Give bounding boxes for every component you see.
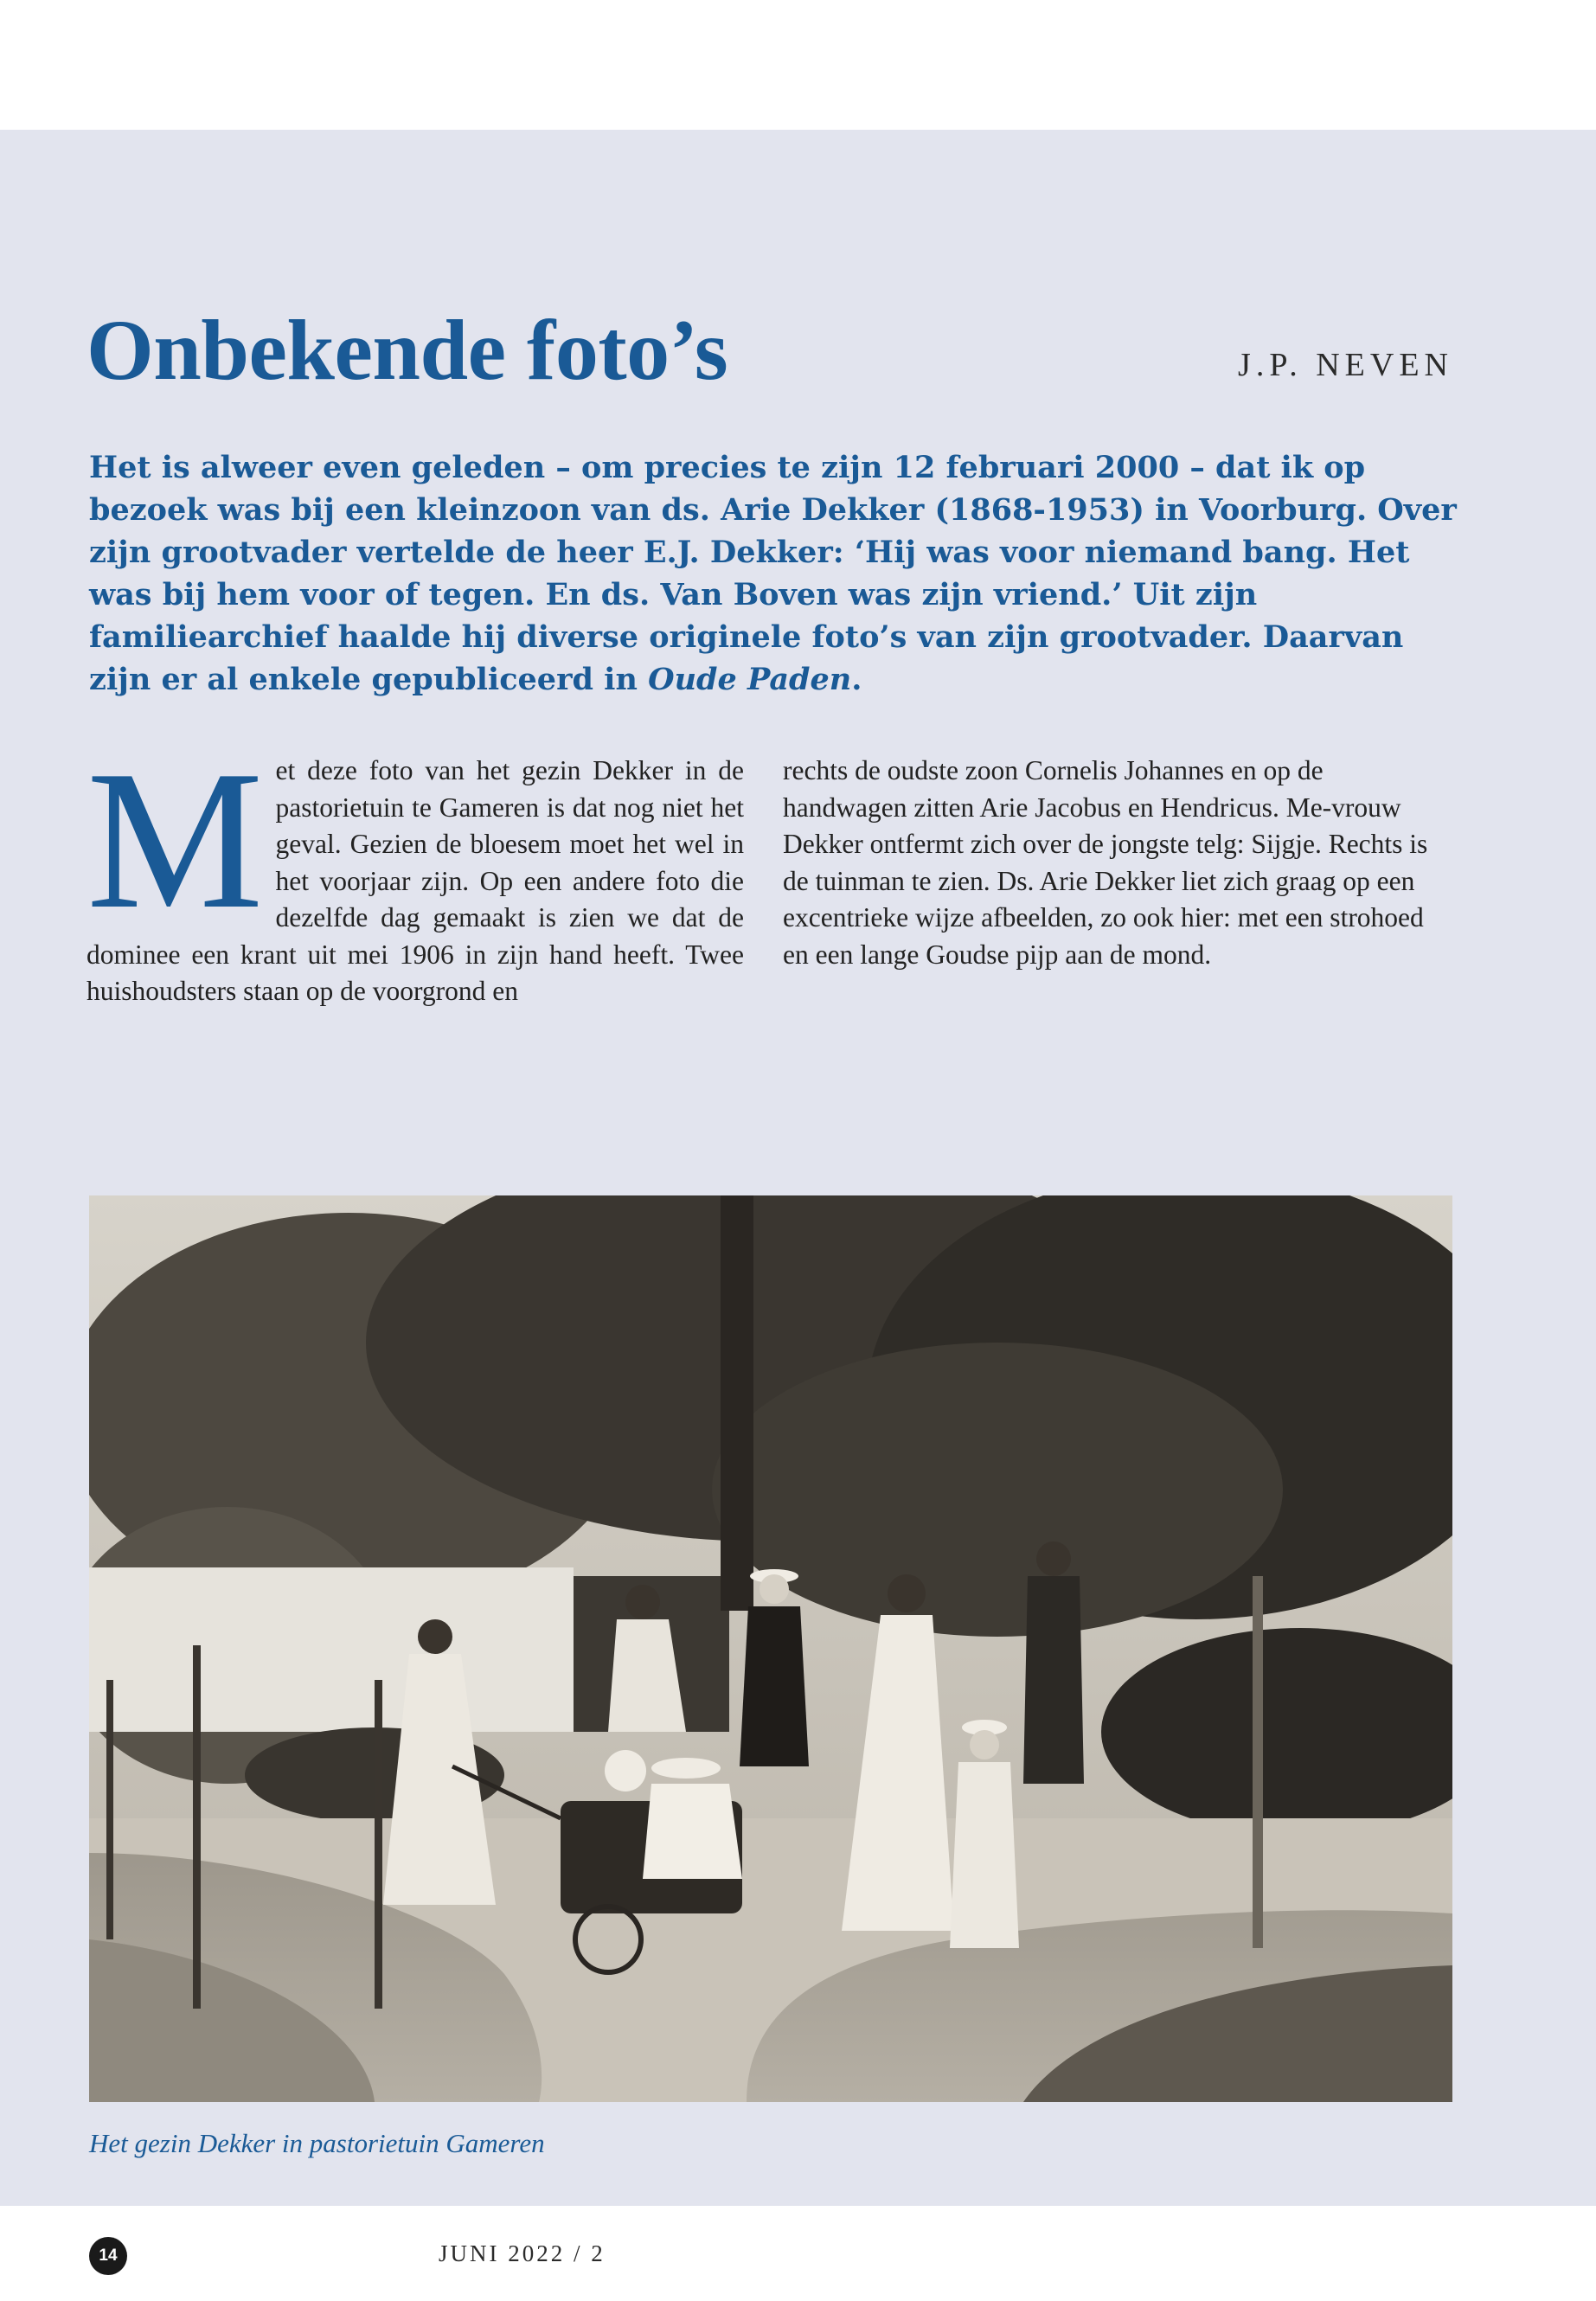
article-intro	[89, 446, 1473, 701]
page-number-badge: 14	[89, 2237, 127, 2275]
issue-label: JUNI 2022 / 2	[439, 2240, 606, 2266]
intro-magazine-title: Oude Paden	[648, 662, 852, 697]
figure-gardener	[1023, 1541, 1084, 1784]
drop-cap: M	[87, 729, 264, 950]
article-author: J.P. NEVEN	[1238, 347, 1453, 383]
intro-text: Het is alweer even geleden – om precies te zijn 12 februari 2000 – dat ik op bezoek was bij een kleinzoon van ds. Arie Dekker (1868-1953) in Voorburg. Over zijn grootvader vertelde de heer E.J. Dekker: ‘Hij was voor niemand bang. Het was bij hem voor of tegen. En ds. Van Boven was zijn vriend.’ Uit zijn familiearchief haalde hij diverse originele foto’s van zijn grootvader. Daarvan zijn er al enkele gepubliceerd in	[89, 450, 1457, 697]
body-column-left	[87, 729, 744, 1010]
body-column-right: rechts de oudste zoon Cornelis Johannes en op de handwagen zitten Arie Jacobus en Hendricus. Me-vrouw Dekker ontfermt zich over de jongste telg: Sijgje. Rechts is de tuinman te zien. Ds. Arie Dekker liet zich graag op een excentrieke wijze afbeelden, zo ook hier: met een strohoed en een lange Goudse pijp aan de mond.	[783, 755, 1428, 970]
article-title: Onbekende foto’s	[87, 302, 728, 398]
photo-caption: Het gezin Dekker in pastorietuin Gameren	[89, 2128, 545, 2158]
intro-end: .	[851, 662, 862, 697]
body-left-text: et deze foto van het gezin Dekker in de pastorietuin te Gameren is dat nog niet het geval. Gezien de bloesem moet het wel in het voorjaar zijn. Op een andere foto die dezelfde dag gemaakt is zien we dat de dominee een krant uit mei 1906 in zijn hand heeft. Twee huishoudsters staan op de voorgrond en	[87, 755, 744, 1006]
page-panel	[0, 130, 1596, 2266]
historic-photo	[89, 1195, 1452, 2102]
